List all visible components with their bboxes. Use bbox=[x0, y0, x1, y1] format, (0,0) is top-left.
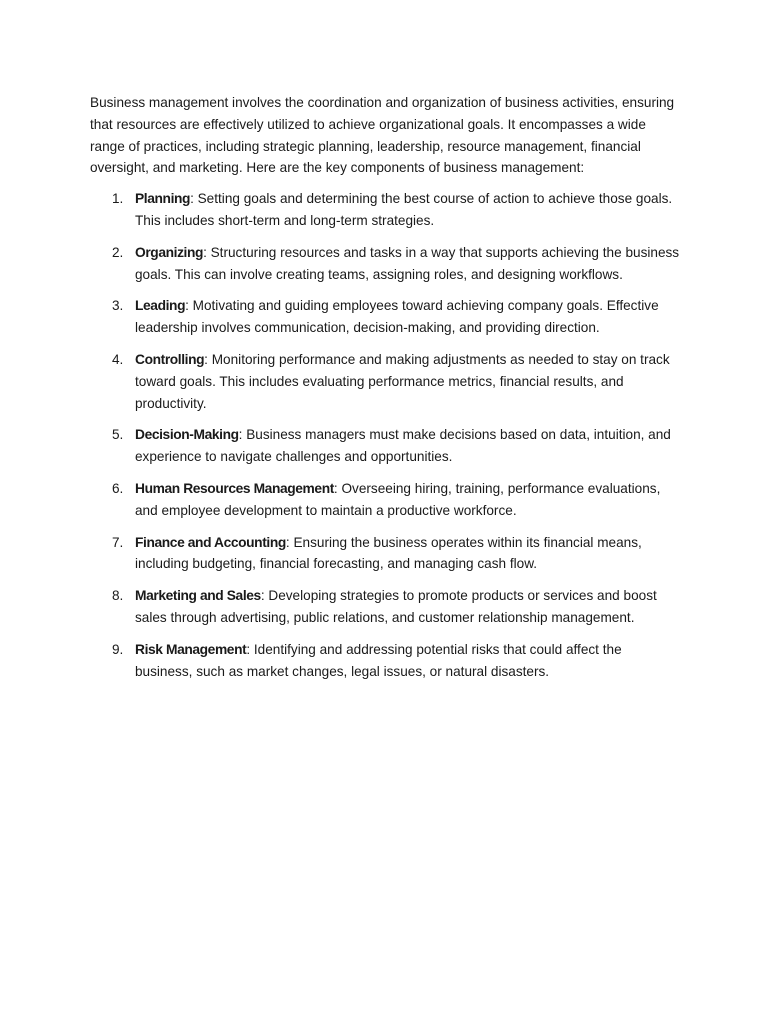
list-item-description: : Setting goals and determining the best course of action to achieve those goals. This includes short-term and long-term strategies. bbox=[135, 191, 673, 228]
list-item-term: Risk Management bbox=[135, 641, 247, 657]
list-item-number: 5. bbox=[112, 427, 124, 443]
list-item-description: : Identifying and addressing potential risks that could affect the business, such as market changes, legal issues, or natural disasters. bbox=[135, 641, 622, 679]
list-item bbox=[90, 478, 680, 522]
list-item bbox=[90, 349, 680, 414]
list-item-number: 2. bbox=[112, 244, 124, 260]
list-item-term: Controlling bbox=[135, 351, 205, 367]
list-item-description: : Overseeing hiring, training, performance evaluations, and employee development to maintain a productive workforce. bbox=[135, 480, 661, 518]
list-item-term: Decision-Making bbox=[135, 427, 239, 443]
list-item-number: 8. bbox=[112, 588, 124, 604]
list-item-term: Marketing and Sales bbox=[135, 588, 261, 604]
list-item-number: 1. bbox=[112, 191, 124, 207]
list-item-term: Human Resources Management bbox=[135, 480, 334, 496]
list-item-description: : Developing strategies to promote products or services and boost sales through advertising, public relations, and customer relationship management. bbox=[135, 588, 657, 625]
list-item-term: Planning bbox=[135, 191, 191, 207]
list-item-term: Organizing bbox=[135, 244, 204, 260]
list-item-number: 4. bbox=[112, 351, 124, 367]
list-item-description: : Business managers must make decisions based on data, intuition, and experience to navigate challenges and opportunities. bbox=[135, 427, 671, 465]
list-item bbox=[90, 585, 680, 629]
list-item-term: Leading bbox=[135, 298, 186, 314]
list-item-description: : Motivating and guiding employees toward achieving company goals. Effective leadership involves communication, decision-making, and providing direction. bbox=[135, 298, 659, 336]
list-item-number: 6. bbox=[112, 480, 124, 496]
list-item bbox=[90, 639, 680, 683]
list-item bbox=[90, 188, 680, 232]
list-item bbox=[90, 242, 680, 286]
list-item-number: 3. bbox=[112, 298, 124, 314]
list-item-number: 7. bbox=[112, 534, 124, 550]
list-item-description: : Monitoring performance and making adjustments as needed to stay on track toward goals. This includes evaluating performance metrics, financial results, and productivity. bbox=[135, 351, 670, 411]
list-item-term: Finance and Accounting bbox=[135, 534, 286, 550]
list-item-description: : Ensuring the business operates within its financial means, including budgeting, financial forecasting, and managing cash flow. bbox=[135, 534, 642, 572]
list-item bbox=[90, 424, 680, 468]
intro-paragraph: Business management involves the coordination and organization of business activities, ensuring that resources are effectively utilized to achieve organizational goals. It encompasses a wide range of practices, including strategic planning, leadership, resource management, financial oversight, and marketing. Here are the key components of business management: bbox=[90, 95, 675, 176]
key-components-list bbox=[90, 188, 680, 682]
list-item-description: : Structuring resources and tasks in a way that supports achieving the business goals. This can involve creating teams, assigning roles, and designing workflows. bbox=[135, 244, 680, 282]
list-item-number: 9. bbox=[112, 641, 124, 657]
list-item bbox=[90, 295, 680, 339]
list-item bbox=[90, 532, 680, 576]
